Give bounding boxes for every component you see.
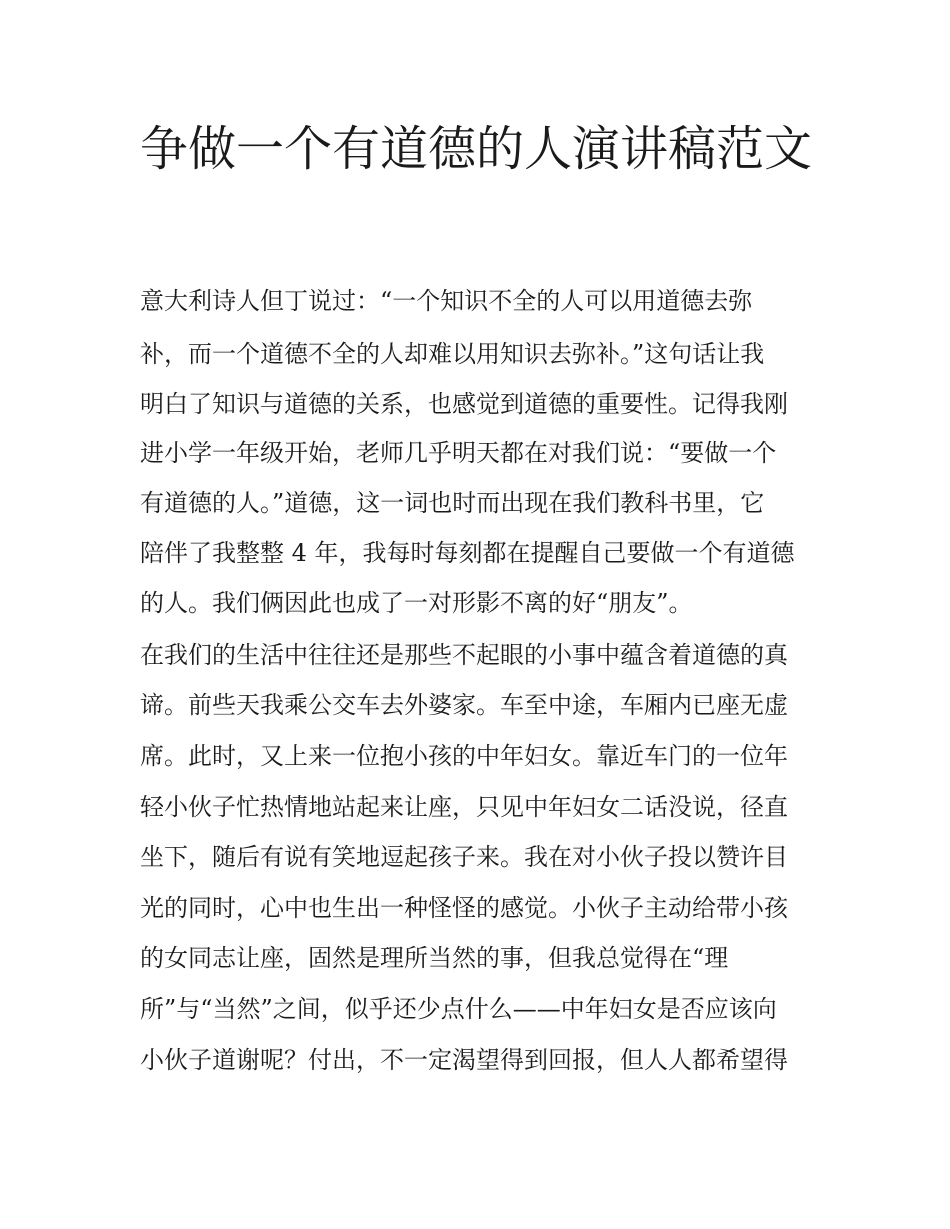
- body-line: 的女同志让座，固然是理所当然的事，但我总觉得在“理: [140, 944, 729, 972]
- body-line: 的人。我们俩因此也成了一对形影不离的好“朋友”。: [140, 589, 693, 617]
- body-line: 明白了知识与道德的关系，也感觉到道德的重要性。记得我刚: [140, 390, 788, 418]
- body-line: 在我们的生活中往往还是那些不起眼的小事中蕴含着道德的真: [140, 641, 788, 669]
- body-line: 小伙子道谢呢？付出，不一定渴望得到回报，但人人都希望得: [140, 1046, 788, 1074]
- body-line: 轻小伙子忙热情地站起来让座，只见中年妇女二话没说，径直: [140, 793, 788, 821]
- body-line: 意大利诗人但丁说过：“一个知识不全的人可以用道德去弥: [140, 287, 753, 315]
- body-line: 进小学一年级开始，老师几乎明天都在对我们说：“要做一个: [140, 439, 777, 467]
- document-title: 争做一个有道德的人演讲稿范文: [140, 121, 813, 177]
- body-line: 所”与“当然”之间，似乎还少点什么——中年妇女是否应该向: [140, 995, 777, 1023]
- body-line: 谛。前些天我乘公交车去外婆家。车至中途，车厢内已座无虚: [140, 691, 788, 719]
- body-line: 陪伴了我整整 4 年，我每时每刻都在提醒自己要做一个有道德: [140, 539, 795, 567]
- body-line: 补，而一个道德不全的人却难以用知识去弥补。”这句话让我: [140, 340, 765, 368]
- body-line: 光的同时，心中也生出一种怪怪的感觉。小伙子主动给带小孩: [140, 894, 788, 922]
- body-line: 有道德的人。”道德，这一词也时而出现在我们教科书里，它: [140, 489, 765, 517]
- body-line: 坐下，随后有说有笑地逗起孩子来。我在对小伙子投以赞许目: [140, 843, 788, 871]
- body-line: 席。此时，又上来一位抱小孩的中年妇女。靠近车门的一位年: [140, 742, 788, 770]
